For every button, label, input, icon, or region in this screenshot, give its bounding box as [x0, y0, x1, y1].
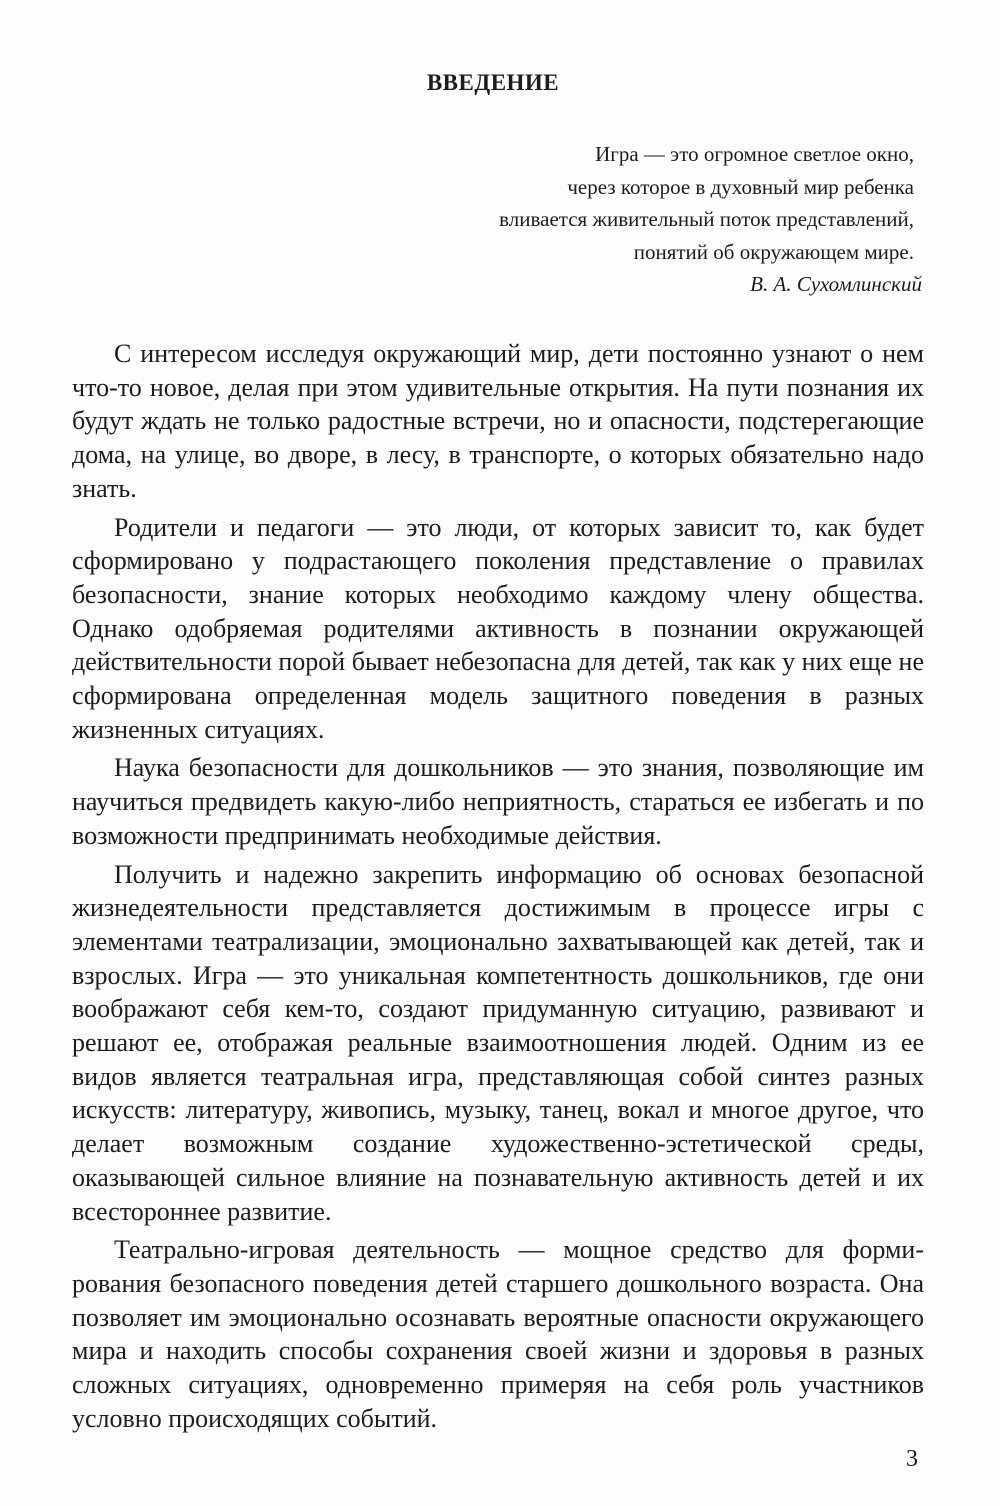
paragraph: С интересом исследуя окружающий мир, дети постоянно узнают о нем что-то новое, делая при этом удивительные открытия. На пути познания их будут ждать не только радостные встречи, но и опасности, подстерегающие дома, на улице, во дворе, в лесу, в транспорте, о которых обязательно надо знать. — [72, 339, 924, 503]
epigraph-line: Игра — это огромное светлое окно, — [595, 142, 914, 166]
paragraph: Получить и надежно закрепить информацию об основах безопасной жизнедеятельности представляется достижимым в процессе игры с элементами театрализации, эмоционально захватывающей как детей, так и взрослых. Игра — это уникальная компетентность дошкольников, где они воображают себя кем-то, создают придуманную ситуацию, развивают и решают ее, отображая реальные взаимоотношения людей. Одним из ее видов является театральная игра, представляющая собой синтез разных искусств: литературу, живопись, музыку, танец, вокал и многое другое, что делает возможным создание художественно-эстетической среды, оказывающей сильное влияние на познавательную активность детей и их всестороннее развитие. — [72, 859, 924, 1226]
chapter-heading: ВВЕДЕНИЕ — [426, 70, 560, 95]
body-text — [72, 337, 924, 1441]
paragraph: Родители и педагоги — это люди, от которых зависит то, как будет сформировано у подрастающего поколения представление о правилах безопасности, знание которых необходимо каждому члену общества. Однако одобряемая родителями активность в познании окружающей действительности порой бывает небезопасна для детей, так как у них еще не сформирована определенная модель защитного поведения в разных жизненных ситуациях. — [72, 512, 924, 744]
page-number: 3 — [906, 1446, 918, 1472]
epigraph-line: вливается живительный поток представлений, — [499, 207, 914, 231]
paragraph: Наука безопасности для дошкольников — это знания, позволяющие им научиться предвидеть какую-либо неприятность, стараться ее избегать и по возможности предпринимать необходимые действия. — [72, 753, 924, 850]
epigraph-line: понятий об окружающем мире. — [633, 239, 914, 264]
epigraph-author: В. А. Сухомлинский — [750, 272, 922, 296]
epigraph — [362, 138, 922, 301]
epigraph-line: через которое в духовный мир ребенка — [567, 174, 914, 199]
paragraph: Театрально-игровая деятельность — мощное средство для формирования безопасного поведения детей старшего дошкольного возраста. Она позволяет им эмоционально осознавать вероятные опасности окружающего мира и находить способы сохранения своей жизни и здоровья в разных сложных ситуациях, одновременно примеряя на себя роль участников условно происходящих событий. — [72, 1235, 924, 1433]
